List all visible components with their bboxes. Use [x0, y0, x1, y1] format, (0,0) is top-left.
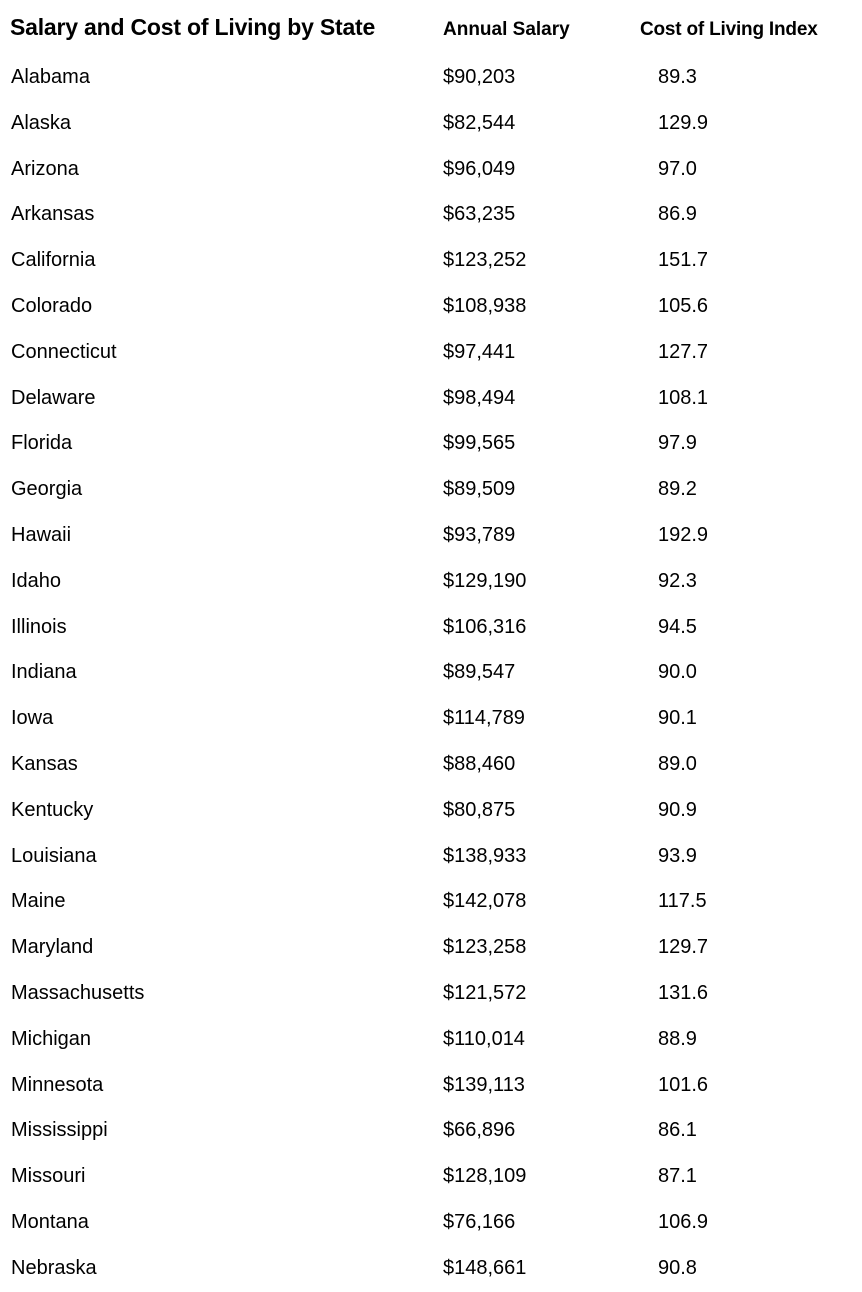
salary-cell: $66,896 — [443, 1119, 516, 1142]
table-row — [0, 192, 862, 238]
salary-cell: $129,190 — [443, 569, 527, 592]
table-row — [0, 696, 862, 742]
salary-cell: $93,789 — [443, 523, 516, 546]
table-row — [0, 605, 862, 651]
salary-cell: $138,933 — [443, 844, 527, 867]
cost-of-living-index-cell: 94.5 — [658, 615, 697, 638]
table-row — [0, 879, 862, 925]
state-cell: Illinois — [11, 615, 67, 638]
state-cell: Maryland — [11, 936, 94, 959]
cost-of-living-index-cell: 89.2 — [658, 478, 697, 501]
salary-cell: $97,441 — [443, 340, 516, 363]
salary-cell: $98,494 — [443, 386, 516, 409]
table-header-row — [0, 12, 862, 48]
salary-cell: $99,565 — [443, 432, 516, 455]
cost-of-living-index-cell: 108.1 — [658, 386, 709, 409]
cost-of-living-index-cell: 192.9 — [658, 523, 709, 546]
state-cell: Hawaii — [11, 523, 72, 546]
salary-cell: $123,258 — [443, 936, 527, 959]
table-row — [0, 742, 862, 788]
table-title: Salary and Cost of Living by State — [10, 14, 376, 40]
state-cell: Georgia — [11, 478, 83, 501]
table-row — [0, 467, 862, 513]
cost-of-living-index-cell: 89.3 — [658, 66, 697, 88]
state-cell: California — [11, 249, 96, 272]
salary-cell: $110,014 — [443, 1027, 525, 1050]
cost-of-living-index-cell: 86.1 — [658, 1119, 697, 1142]
table-row — [0, 788, 862, 834]
cost-of-living-index-cell: 117.5 — [658, 890, 707, 913]
cost-of-living-index-cell: 89.0 — [658, 752, 697, 775]
state-cell: Alaska — [11, 111, 72, 134]
cost-of-living-index-cell: 127.7 — [658, 340, 709, 363]
cost-of-living-index-cell: 87.1 — [658, 1165, 697, 1188]
state-cell: Arizona — [11, 157, 79, 180]
table-row — [0, 650, 862, 696]
state-cell: Maine — [11, 890, 66, 913]
table-row — [0, 1108, 862, 1154]
salary-cell: $128,109 — [443, 1165, 527, 1188]
table-row — [0, 1154, 862, 1200]
table-row — [0, 101, 862, 147]
cost-of-living-index-cell: 90.8 — [658, 1256, 697, 1279]
salary-cell: $123,252 — [443, 249, 527, 272]
state-cell: Minnesota — [11, 1073, 104, 1096]
state-cell: Connecticut — [11, 340, 117, 363]
state-cell: Louisiana — [11, 844, 97, 867]
table-row — [0, 559, 862, 605]
salary-cell: $89,509 — [443, 478, 516, 501]
salary-cell: $76,166 — [443, 1210, 516, 1233]
table-row — [0, 1200, 862, 1246]
table-row — [0, 1017, 862, 1063]
salary-cell: $121,572 — [443, 981, 527, 1004]
salary-cell: $88,460 — [443, 752, 516, 775]
cost-of-living-index-cell: 129.7 — [658, 936, 709, 959]
cost-of-living-index-cell: 131.6 — [658, 981, 709, 1004]
state-cell: Montana — [11, 1210, 89, 1233]
cost-of-living-index-cell: 106.9 — [658, 1210, 709, 1233]
cost-of-living-index-cell: 97.0 — [658, 157, 697, 180]
salary-cell: $63,235 — [443, 203, 516, 226]
state-cell: Kentucky — [11, 798, 94, 821]
cost-of-living-index-cell: 129.9 — [658, 111, 709, 134]
salary-cell: $142,078 — [443, 890, 527, 913]
salary-cell: $82,544 — [443, 111, 516, 134]
state-cell: Michigan — [11, 1027, 92, 1050]
salary-cell: $114,789 — [443, 707, 525, 730]
state-cell: Kansas — [11, 752, 78, 775]
column-header-cost-of-living-index: Cost of Living Index — [640, 19, 818, 40]
state-cell: Idaho — [11, 569, 62, 592]
state-cell: Indiana — [11, 661, 77, 684]
salary-cell: $106,316 — [443, 615, 527, 638]
table-row — [0, 971, 862, 1017]
table-body — [0, 55, 862, 1292]
state-cell: Delaware — [11, 386, 96, 409]
salary-cell: $89,547 — [443, 661, 516, 684]
state-cell: Florida — [11, 432, 73, 455]
cost-of-living-index-cell: 97.9 — [658, 432, 697, 455]
cost-of-living-index-cell: 90.0 — [658, 661, 697, 684]
table-row — [0, 421, 862, 467]
state-cell: Mississippi — [11, 1119, 108, 1142]
table-row — [0, 834, 862, 880]
table-row — [0, 55, 862, 101]
cost-of-living-index-cell: 92.3 — [658, 569, 697, 592]
state-cell: Massachusetts — [11, 981, 145, 1004]
salary-cell: $80,875 — [443, 798, 516, 821]
table-row — [0, 925, 862, 971]
table-row — [0, 330, 862, 376]
table-row — [0, 147, 862, 193]
salary-cell: $96,049 — [443, 157, 516, 180]
state-cell: Arkansas — [11, 203, 95, 226]
table-row — [0, 1246, 862, 1292]
column-header-annual-salary: Annual Salary — [443, 19, 570, 40]
cost-of-living-index-cell: 88.9 — [658, 1027, 697, 1050]
salary-cell: $108,938 — [443, 294, 527, 317]
state-cell: Alabama — [11, 66, 90, 88]
cost-of-living-index-cell: 86.9 — [658, 203, 697, 226]
salary-cell: $139,113 — [443, 1073, 525, 1096]
state-cell: Colorado — [11, 294, 93, 317]
salary-cell: $148,661 — [443, 1256, 527, 1279]
cost-of-living-index-cell: 105.6 — [658, 294, 709, 317]
table-row — [0, 1063, 862, 1109]
cost-of-living-index-cell: 151.7 — [658, 249, 709, 272]
cost-of-living-index-cell: 90.1 — [658, 707, 697, 730]
state-cell: Iowa — [11, 707, 54, 730]
table-row — [0, 238, 862, 284]
cost-of-living-index-cell: 101.6 — [658, 1073, 709, 1096]
table-row — [0, 284, 862, 330]
table-row — [0, 513, 862, 559]
table-row — [0, 376, 862, 422]
salary-cell: $90,203 — [443, 66, 516, 88]
state-cell: Nebraska — [11, 1256, 97, 1279]
cost-of-living-index-cell: 90.9 — [658, 798, 697, 821]
state-cell: Missouri — [11, 1165, 86, 1188]
cost-of-living-index-cell: 93.9 — [658, 844, 697, 867]
